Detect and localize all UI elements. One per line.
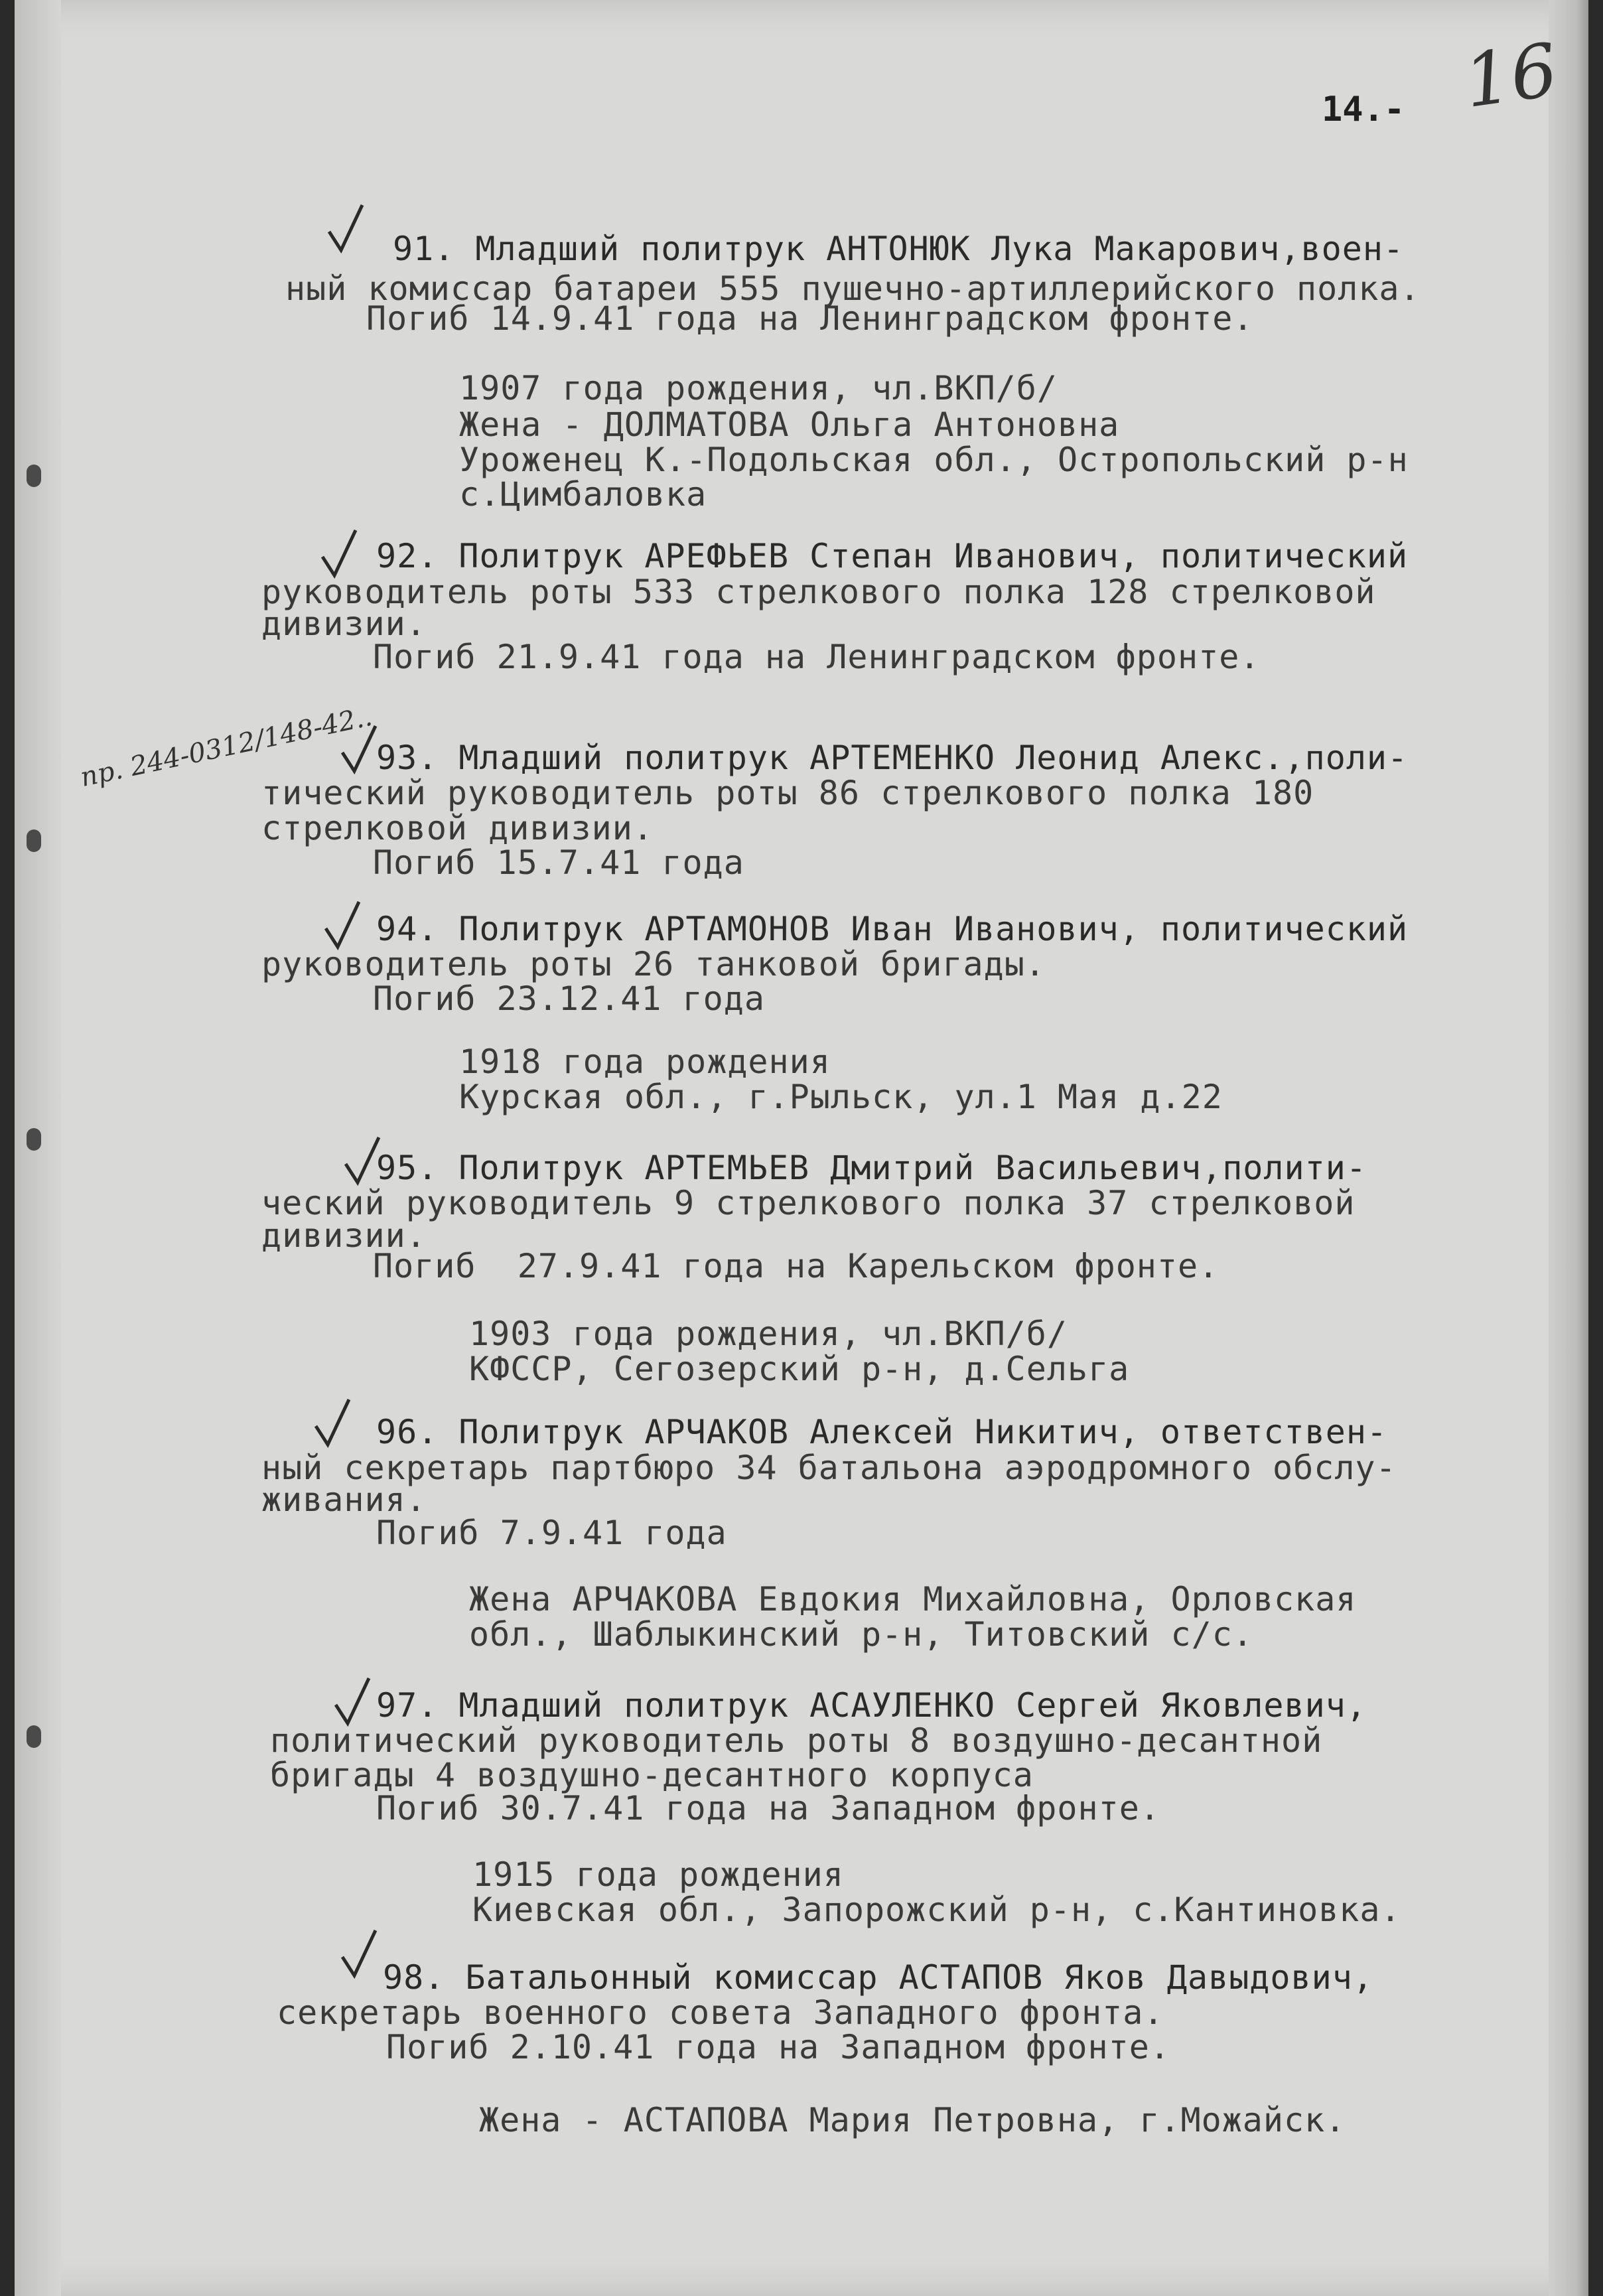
entry-96-line-2: ный секретарь партбюро 34 батальона аэродромного обслу- xyxy=(261,1449,1397,1487)
entry-94-line-2: руководитель роты 26 танковой бригады. xyxy=(261,945,1046,983)
page-edge xyxy=(1549,0,1588,2296)
margin-note: пр. 244-0312/148-42.. xyxy=(78,701,375,793)
entry-98-line-2: секретарь военного совета Западного фронта. xyxy=(277,1993,1164,2032)
entry-93-line-1: 93. Младший политрук АРТЕМЕНКО Леонид Алекс.,поли- xyxy=(376,739,1409,777)
entry-97-line-2: политический руководитель роты 8 воздушно-десантной xyxy=(270,1721,1323,1760)
folio-number: 16 xyxy=(1458,27,1563,125)
entry-97-line-4: Погиб 30.7.41 года на Западном фронте. xyxy=(376,1789,1160,1828)
entry-95-detail-1: 1903 года рождения, чл.ВКП/б/ xyxy=(469,1315,1068,1353)
binding-hole xyxy=(27,829,41,852)
entry-92-line-4: Погиб 21.9.41 года на Ленинградском фронте. xyxy=(373,638,1261,676)
checkmark-icon xyxy=(313,1397,353,1450)
page-number: 14.- xyxy=(1322,90,1405,129)
entry-96-detail-2: обл., Шаблыкинский р-н, Титовский с/с. xyxy=(469,1615,1253,1654)
entry-91-detail-4: с.Цимбаловка xyxy=(459,475,707,514)
entry-96-line-3: живания. xyxy=(261,1480,427,1519)
entry-98-detail-1: Жена - АСТАПОВА Мария Петровна, г.Можайск. xyxy=(479,2101,1346,2139)
entry-95-line-1: 95. Политрук АРТЕМЬЕВ Дмитрий Васильевич,полити- xyxy=(376,1149,1367,1187)
entry-91-line-3: Погиб 14.9.41 года на Ленинградском фронте. xyxy=(366,299,1254,338)
entry-92-line-1: 92. Политрук АРЕФЬЕВ Степан Иванович, политический xyxy=(376,537,1409,575)
entry-91-detail-1: 1907 года рождения, чл.ВКП/б/ xyxy=(459,369,1058,407)
entry-93-line-4: Погиб 15.7.41 года xyxy=(373,843,744,882)
entry-92-line-3: дивизии. xyxy=(261,605,427,643)
entry-96-detail-1: Жена АРЧАКОВА Евдокия Михайловна, Орловская xyxy=(469,1580,1357,1618)
entry-94-line-1: 94. Политрук АРТАМОНОВ Иван Иванович, политический xyxy=(376,910,1409,948)
entry-97-line-3: бригады 4 воздушно-десантного корпуса xyxy=(270,1756,1034,1794)
entry-96-line-4: Погиб 7.9.41 года xyxy=(376,1514,727,1552)
entry-93-line-2: тический руководитель роты 86 стрелкового полка 180 xyxy=(261,774,1314,812)
checkmark-icon xyxy=(340,723,380,776)
entry-95-line-2: ческий руководитель 9 стрелкового полка 37 стрелковой xyxy=(261,1184,1356,1222)
document-page xyxy=(15,0,1588,2296)
entry-94-detail-2: Курская обл., г.Рыльск, ул.1 Мая д.22 xyxy=(459,1078,1223,1116)
entry-98-line-1: 98. Батальонный комиссар АСТАПОВ Яков Давыдович, xyxy=(383,1958,1373,1997)
entry-97-line-1: 97. Младший политрук АСАУЛЕНКО Сергей Яковлевич, xyxy=(376,1686,1367,1725)
entry-95-detail-2: КФССР, Сегозерский р-н, д.Сельга xyxy=(469,1350,1130,1388)
entry-91-detail-2: Жена - ДОЛМАТОВА Ольга Антоновна xyxy=(459,405,1120,444)
entry-91-line-2: ный комиссар батареи 555 пушечно-артиллерийского полка. xyxy=(285,269,1421,308)
entry-95-line-4: Погиб 27.9.41 года на Карельском фронте. xyxy=(373,1247,1220,1285)
binding-hole xyxy=(27,1128,41,1151)
checkmark-icon xyxy=(326,202,366,255)
entry-91-line-1: 91. Младший политрук АНТОНЮК Лука Макарович,воен- xyxy=(393,230,1405,268)
binding-hole xyxy=(27,1725,41,1748)
checkmark-icon xyxy=(340,1928,380,1981)
entry-98-line-3: Погиб 2.10.41 года на Западном фронте. xyxy=(386,2028,1170,2066)
entry-91-detail-3: Уроженец К.-Подольская обл., Остропольский р-н xyxy=(459,441,1409,479)
entry-94-line-3: Погиб 23.12.41 года xyxy=(373,979,765,1018)
entry-97-detail-1: 1915 года рождения xyxy=(472,1855,844,1894)
binding-hole xyxy=(27,465,41,487)
entry-97-detail-2: Киевская обл., Запорожский р-н, с.Кантиновка. xyxy=(472,1891,1401,1929)
binding-edge xyxy=(15,0,61,2296)
entry-93-line-3: стрелковой дивизии. xyxy=(261,809,654,847)
entry-96-line-1: 96. Политрук АРЧАКОВ Алексей Никитич, ответствен- xyxy=(376,1413,1388,1451)
entry-92-line-2: руководитель роты 533 стрелкового полка 128 стрелковой xyxy=(261,573,1376,611)
entry-95-line-3: дивизии. xyxy=(261,1216,427,1255)
entry-94-detail-1: 1918 года рождения xyxy=(459,1042,831,1081)
